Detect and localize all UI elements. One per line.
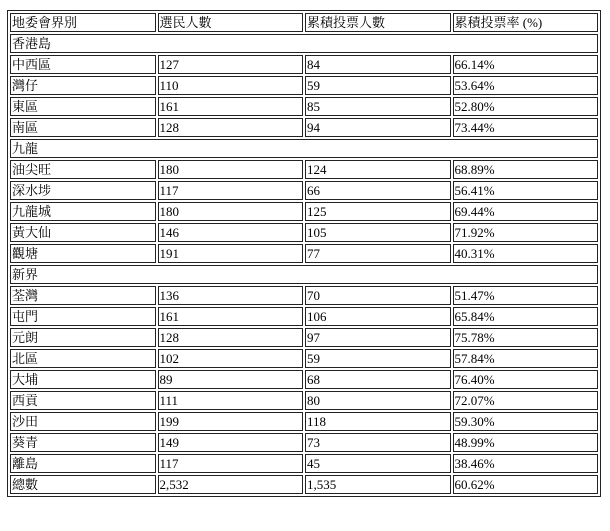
value-cell: 66.14%: [453, 55, 599, 74]
value-cell: 180: [158, 202, 304, 221]
table-row: [10, 97, 598, 116]
value-cell: 48.99%: [453, 433, 599, 452]
table-row: [10, 370, 598, 389]
district-cell: 中西區: [10, 55, 156, 74]
total-row: [10, 475, 598, 494]
value-cell: 136: [158, 286, 304, 305]
value-cell: 52.80%: [453, 97, 599, 116]
table-row: [10, 286, 598, 305]
value-cell: 60.62%: [453, 475, 599, 494]
value-cell: 70: [305, 286, 451, 305]
district-cell: 黃大仙: [10, 223, 156, 242]
turnout-table: [7, 10, 601, 497]
table-row: [10, 307, 598, 326]
table-row: [10, 412, 598, 431]
value-cell: 73: [305, 433, 451, 452]
value-cell: 161: [158, 307, 304, 326]
section-label: 香港島: [10, 34, 598, 53]
value-cell: 38.46%: [453, 454, 599, 473]
section-row: [10, 265, 598, 284]
value-cell: 56.41%: [453, 181, 599, 200]
table-row: [10, 202, 598, 221]
district-cell: 總數: [10, 475, 156, 494]
value-cell: 97: [305, 328, 451, 347]
value-cell: 72.07%: [453, 391, 599, 410]
table-row: [10, 160, 598, 179]
table-row: [10, 55, 598, 74]
district-cell: 大埔: [10, 370, 156, 389]
district-cell: 西貢: [10, 391, 156, 410]
value-cell: 53.64%: [453, 76, 599, 95]
value-cell: 117: [158, 454, 304, 473]
value-cell: 51.47%: [453, 286, 599, 305]
value-cell: 59: [305, 76, 451, 95]
section-label: 九龍: [10, 139, 598, 158]
value-cell: 59.30%: [453, 412, 599, 431]
table-row: [10, 328, 598, 347]
table-row: [10, 244, 598, 263]
value-cell: 128: [158, 328, 304, 347]
value-cell: 69.44%: [453, 202, 599, 221]
value-cell: 149: [158, 433, 304, 452]
value-cell: 111: [158, 391, 304, 410]
value-cell: 128: [158, 118, 304, 137]
table-row: [10, 454, 598, 473]
district-cell: 離島: [10, 454, 156, 473]
value-cell: 77: [305, 244, 451, 263]
value-cell: 45: [305, 454, 451, 473]
value-cell: 117: [158, 181, 304, 200]
table-row: [10, 118, 598, 137]
table-row: [10, 433, 598, 452]
value-cell: 146: [158, 223, 304, 242]
table-body: [10, 34, 598, 494]
section-label: 新界: [10, 265, 598, 284]
value-cell: 199: [158, 412, 304, 431]
district-cell: 葵青: [10, 433, 156, 452]
value-cell: 68: [305, 370, 451, 389]
value-cell: 191: [158, 244, 304, 263]
value-cell: 89: [158, 370, 304, 389]
header-cell: 選民人數: [158, 13, 304, 32]
value-cell: 125: [305, 202, 451, 221]
value-cell: 80: [305, 391, 451, 410]
value-cell: 2,532: [158, 475, 304, 494]
value-cell: 102: [158, 349, 304, 368]
district-cell: 南區: [10, 118, 156, 137]
header-cell: 累積投票率 (%): [453, 13, 599, 32]
district-cell: 深水埗: [10, 181, 156, 200]
value-cell: 106: [305, 307, 451, 326]
district-cell: 荃灣: [10, 286, 156, 305]
district-cell: 元朗: [10, 328, 156, 347]
value-cell: 1,535: [305, 475, 451, 494]
district-cell: 九龍城: [10, 202, 156, 221]
value-cell: 66: [305, 181, 451, 200]
value-cell: 105: [305, 223, 451, 242]
value-cell: 127: [158, 55, 304, 74]
value-cell: 65.84%: [453, 307, 599, 326]
table-row: [10, 391, 598, 410]
value-cell: 124: [305, 160, 451, 179]
district-cell: 油尖旺: [10, 160, 156, 179]
value-cell: 73.44%: [453, 118, 599, 137]
value-cell: 180: [158, 160, 304, 179]
header-row: [10, 13, 598, 32]
district-cell: 觀塘: [10, 244, 156, 263]
value-cell: 161: [158, 97, 304, 116]
value-cell: 84: [305, 55, 451, 74]
district-cell: 北區: [10, 349, 156, 368]
value-cell: 71.92%: [453, 223, 599, 242]
district-cell: 灣仔: [10, 76, 156, 95]
header-cell: 地委會界別: [10, 13, 156, 32]
district-cell: 屯門: [10, 307, 156, 326]
value-cell: 40.31%: [453, 244, 599, 263]
header-cell: 累積投票人數: [305, 13, 451, 32]
table-row: [10, 223, 598, 242]
value-cell: 118: [305, 412, 451, 431]
section-row: [10, 139, 598, 158]
value-cell: 75.78%: [453, 328, 599, 347]
section-row: [10, 34, 598, 53]
value-cell: 68.89%: [453, 160, 599, 179]
value-cell: 76.40%: [453, 370, 599, 389]
value-cell: 85: [305, 97, 451, 116]
table-row: [10, 349, 598, 368]
district-cell: 沙田: [10, 412, 156, 431]
table-row: [10, 76, 598, 95]
value-cell: 59: [305, 349, 451, 368]
value-cell: 94: [305, 118, 451, 137]
value-cell: 57.84%: [453, 349, 599, 368]
table-row: [10, 181, 598, 200]
value-cell: 110: [158, 76, 304, 95]
district-cell: 東區: [10, 97, 156, 116]
